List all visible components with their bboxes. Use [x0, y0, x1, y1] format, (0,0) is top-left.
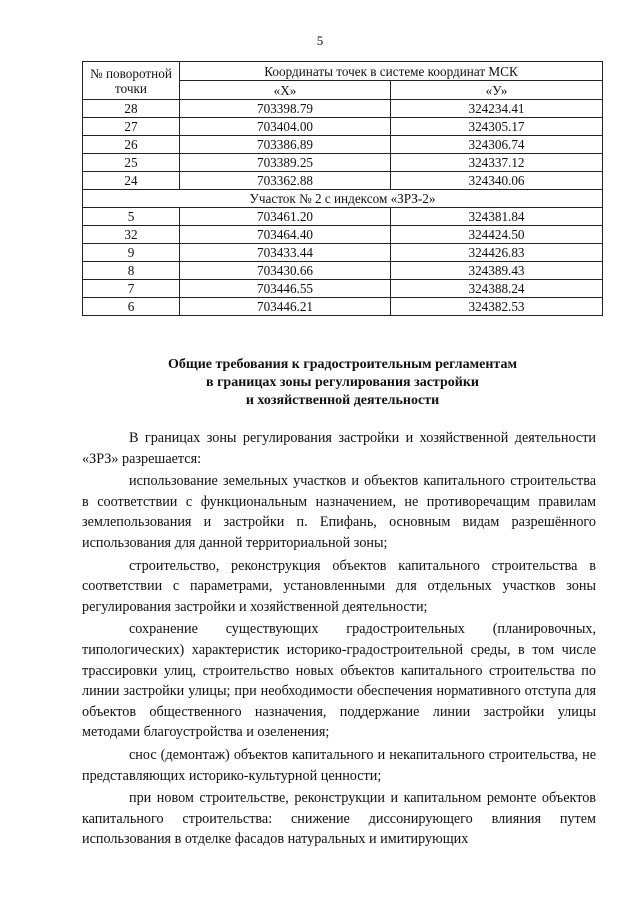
- y-coordinate: 324337.12: [391, 154, 603, 172]
- y-coordinate: 324306.74: [391, 136, 603, 154]
- table-row: [83, 118, 603, 136]
- point-number: 24: [83, 172, 180, 190]
- y-coordinate: 324388.24: [391, 280, 603, 298]
- coordinates-table: [82, 61, 603, 316]
- table-header-row: [83, 62, 603, 81]
- table-row: [83, 298, 603, 316]
- point-number: 25: [83, 154, 180, 172]
- y-coordinate: 324234.41: [391, 100, 603, 118]
- paragraph-new-construction: при новом строительстве, реконструкции и капитальном ремонте объектов капитального строительства: снижение диссонирующего влияния путем использования в отделке фасадов натуральных и имитирующих: [82, 790, 596, 848]
- point-number: 9: [83, 244, 180, 262]
- paragraph-intro: В границах зоны регулирования застройки и хозяйственной деятельности «ЗРЗ» разрешается:: [82, 430, 596, 467]
- point-number: 6: [83, 298, 180, 316]
- coordinate-system-header: Координаты точек в системе координат МСК: [180, 62, 603, 81]
- x-coordinate: 703446.55: [180, 280, 391, 298]
- x-coordinate: 703430.66: [180, 262, 391, 280]
- point-number: 27: [83, 118, 180, 136]
- table-row: [83, 154, 603, 172]
- x-coordinate: 703398.79: [180, 100, 391, 118]
- paragraph-demolition: снос (демонтаж) объектов капитального и некапитального строительства, не представляющих историко-культурной ценности;: [82, 746, 596, 784]
- point-number: 26: [83, 136, 180, 154]
- y-coordinate: 324426.83: [391, 244, 603, 262]
- y-column-header: «У»: [391, 81, 603, 100]
- point-number: 28: [83, 100, 180, 118]
- point-number: 5: [83, 208, 180, 226]
- x-coordinate: 703404.00: [180, 118, 391, 136]
- y-coordinate: 324340.06: [391, 172, 603, 190]
- x-coordinate: 703362.88: [180, 172, 391, 190]
- y-coordinate: 324389.43: [391, 262, 603, 280]
- x-coordinate: 703386.89: [180, 136, 391, 154]
- x-coordinate: 703464.40: [180, 226, 391, 244]
- table-row: [83, 280, 603, 298]
- table-row: [83, 262, 603, 280]
- section-heading: [82, 356, 603, 410]
- x-coordinate: 703389.25: [180, 154, 391, 172]
- x-coordinate: 703433.44: [180, 244, 391, 262]
- y-coordinate: 324381.84: [391, 208, 603, 226]
- y-coordinate: 324424.50: [391, 226, 603, 244]
- section-row: [83, 190, 603, 208]
- paragraph-land-use: использование земельных участков и объектов капитального строительства в соответствии с функциональным назначением, не противоречащим правилам землепользования и застройки п. Епифань, основным видам разрешённого использования для данной территориальной зоны;: [82, 473, 596, 551]
- heading-line-1: Общие требования к градостроительным регламентам: [168, 357, 517, 372]
- section-2-title: Участок № 2 с индексом «ЗРЗ-2»: [83, 190, 603, 208]
- y-coordinate: 324305.17: [391, 118, 603, 136]
- x-coordinate: 703461.20: [180, 208, 391, 226]
- paragraph-construction: строительство, реконструкция объектов капитального строительства в соответствии с параметрами, установленными для отдельных участков зоны регулирования застройки и хозяйственной деятельности;: [82, 557, 596, 615]
- table-row: [83, 100, 603, 118]
- x-coordinate: 703446.21: [180, 298, 391, 316]
- table-row: [83, 208, 603, 226]
- table-row: [83, 244, 603, 262]
- table-row: [83, 226, 603, 244]
- point-number: 8: [83, 262, 180, 280]
- page-number: 5: [316, 33, 324, 48]
- body-text: [82, 428, 596, 852]
- point-number: 32: [83, 226, 180, 244]
- table-row: [83, 136, 603, 154]
- y-coordinate: 324382.53: [391, 298, 603, 316]
- heading-line-2: в границах зоны регулирования застройки: [206, 375, 479, 390]
- point-number: 7: [83, 280, 180, 298]
- point-number-header: № поворотной точки: [83, 62, 180, 100]
- table-row: [83, 172, 603, 190]
- x-column-header: «X»: [180, 81, 391, 100]
- heading-line-3: и хозяйственной деятельности: [245, 393, 440, 408]
- paragraph-preservation: сохранение существующих градостроительных (планировочных, типологических) характеристик историко-градостроительной среды, в том числе трассировки улиц, строительство новых объектов капитального строительства по линии застройки улицы; при необходимости обеспечения нормативного отступа для объектов общественного назначения, поддержание линии застройки улицы методами благоустройства и озеленения;: [82, 621, 596, 741]
